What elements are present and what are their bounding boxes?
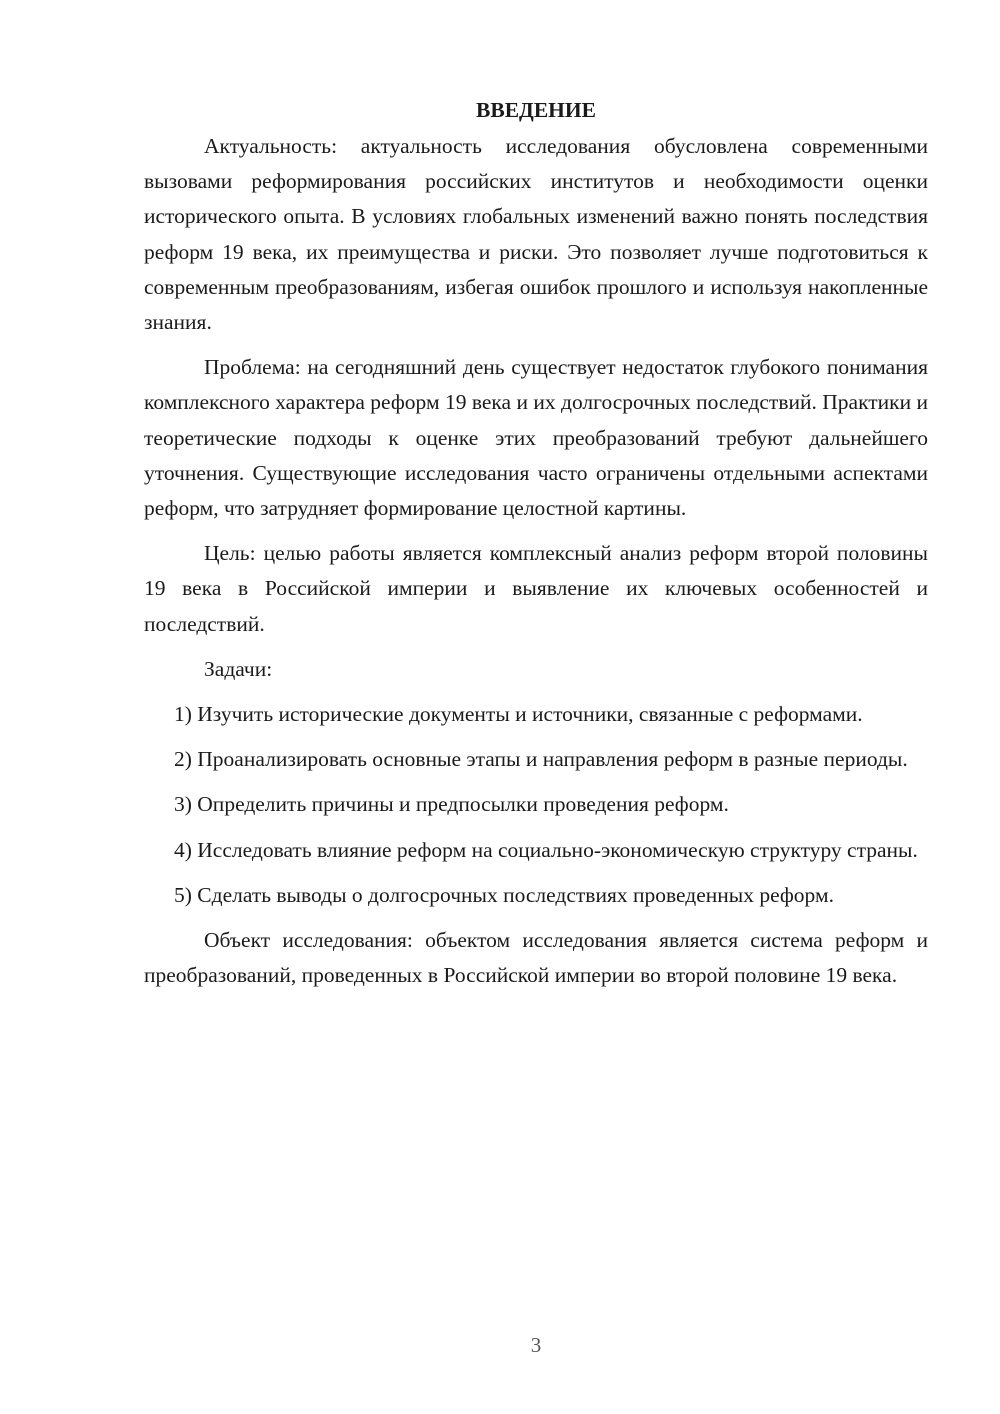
task-item-4: 4) Исследовать влияние реформ на социально-экономическую структуру страны. [174, 837, 918, 862]
tasks-label: Задачи: [204, 656, 273, 681]
object-paragraph: Объект исследования: объектом исследования является система реформ и преобразований, проведенных в Российской империи во второй половине 19 века. [144, 928, 928, 988]
goal-paragraph: Цель: целью работы является комплексный анализ реформ второй половины 19 века в Российской империи и выявление их ключевых особенностей и последствий. [144, 541, 928, 636]
document-body [144, 93, 928, 1003]
task-item-1: 1) Изучить исторические документы и источники, связанные с реформами. [174, 702, 863, 727]
relevance-paragraph: Актуальность: актуальность исследования обусловлена современными вызовами реформирования российских институтов и необходимости оценки исторического опыта. В условиях глобальных изменений важно понять последствия реформ 19 века, их преимущества и риски. Это позволяет лучше подготовиться к современным преобразованиям, избегая ошибок прошлого и используя накопленные знания. [144, 134, 928, 335]
problem-paragraph: Проблема: на сегодняшний день существует недостаток глубокого понимания комплексного характера реформ 19 века и их долгосрочных последствий. Практики и теоретические подходы к оценке этих преобразований требуют дальнейшего уточнения. Существующие исследования часто ограничены отдельными аспектами реформ, что затрудняет формирование целостной картины. [144, 355, 928, 521]
page-number: 3 [530, 1333, 542, 1357]
task-item-5: 5) Сделать выводы о долгосрочных последствиях проведенных реформ. [174, 882, 834, 907]
task-item-3: 3) Определить причины и предпосылки проведения реформ. [174, 792, 729, 817]
task-item-2: 2) Проанализировать основные этапы и направления реформ в разные периоды. [174, 747, 908, 772]
section-title: ВВЕДЕНИЕ [476, 98, 596, 122]
